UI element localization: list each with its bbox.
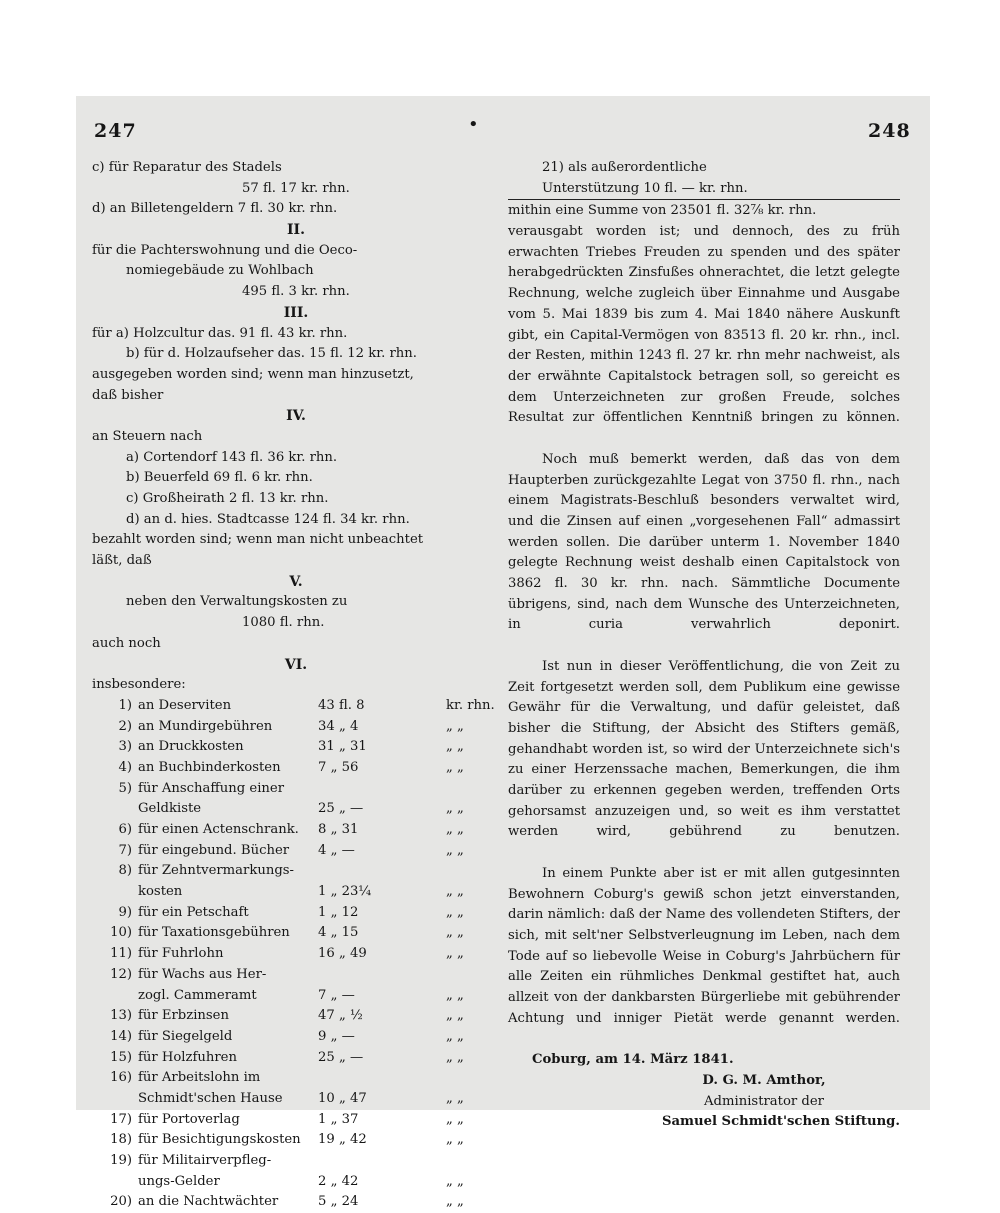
paragraph-2: Noch muß bemerkt werden, daß das von dem Haupterben zurückgezahlte Legat von 3750 fl. rhn., nach einem Magistrats-Beschluß besonders verwaltet wird, und die Zinsen auf einen „vorgesehenen Fall“ admassirt werden sollen. Die darüber unterm 1. November 1840 gelegte Rechnung weist deshalb einen Capitalstock von 3862 fl. 30 kr. rhn. nach. Sämmtliche Documente übrigens, sind, nach dem Wunsche des Unterzeichneten, in curia verwahrlich deponirt. <box>508 451 900 633</box>
entry-number: 14) <box>110 1028 132 1044</box>
entry-amount: 1 „ 23¼ <box>318 884 372 900</box>
text-line: 495 fl. 3 kr. rhn. <box>242 284 350 300</box>
entry-unit: „ „ <box>446 904 464 920</box>
paragraph-3: Ist nun in dieser Veröffentlichung, die von Zeit zu Zeit fortgesetzt werden soll, dem Publikum eine gewisse Gewähr für die Verwaltung, und dafür geleistet, daß bisher die Stiftung, der Absicht des Stifters gemäß, gehandhabt worden ist, so wird der Unterzeichnete sich's zu einer Herzenssache machen, Bemerkungen, die ihm darüber zu erkennen gegeben werden, treffenden Orts gehorsamst anzuzeigen und, so weit es ihm verstattet werden wird, gebührend zu benutzen. <box>508 658 900 840</box>
expense-row <box>92 758 500 779</box>
expense-row <box>92 841 500 862</box>
entry-amount: 2 „ 42 <box>318 1173 359 1189</box>
text-line: Unterstützung 10 fl. — kr. rhn. <box>542 180 748 196</box>
expense-row <box>92 861 500 882</box>
entry-description: Schmidt'schen Hause <box>138 1090 283 1106</box>
expense-row <box>92 1027 500 1048</box>
entry-description: für Erbzinsen <box>138 1008 229 1024</box>
entry-description: für Portoverlag <box>138 1111 240 1127</box>
entry-amount: 4 „ — <box>318 842 355 858</box>
entry-number: 5) <box>118 780 132 796</box>
text-line: insbesondere: <box>92 677 186 693</box>
entry-description: Geldkiste <box>138 801 202 817</box>
entry-amount: 31 „ 31 <box>318 739 367 755</box>
expense-row <box>92 1006 500 1027</box>
page-number-left: 247 <box>94 120 137 142</box>
entry-unit: „ „ <box>446 1049 464 1065</box>
text-line: 21) als außerordentliche <box>542 160 707 175</box>
entry-unit: „ „ <box>446 946 464 962</box>
entry-number: 1) <box>118 697 132 713</box>
text-line: a) Cortendorf 143 fl. 36 kr. rhn. <box>126 449 338 465</box>
expense-row <box>92 965 500 986</box>
entry-unit: „ „ <box>446 718 464 734</box>
expense-row <box>92 944 500 965</box>
entry-description: zogl. Cammeramt <box>138 987 257 1003</box>
center-mark: • <box>468 114 479 135</box>
entry-unit: „ „ <box>446 822 464 837</box>
entry-description: an Mundirgebühren <box>138 718 273 734</box>
entry-description: für Zehntvermarkungs- <box>138 863 294 879</box>
entry-amount: 10 „ 47 <box>318 1090 367 1106</box>
entry-number: 6) <box>118 822 132 837</box>
text-line: d) an d. hies. Stadtcasse 124 fl. 34 kr. rhn. <box>126 511 410 527</box>
entry-description: für Siegelgeld <box>138 1028 233 1044</box>
entry-amount: 1 „ 12 <box>318 904 359 920</box>
entry-description: für Fuhrlohn <box>138 946 224 962</box>
entry-unit: „ „ <box>446 1111 464 1127</box>
entry-number: 3) <box>118 739 132 755</box>
entry-number: 19) <box>110 1153 132 1168</box>
text-line: c) für Reparatur des Stadels <box>92 160 282 175</box>
entry-description: an Buchbinderkosten <box>138 759 281 775</box>
entry-description: kosten <box>138 884 183 900</box>
text-line: 57 fl. 17 kr. rhn. <box>242 180 350 196</box>
entry-unit: „ „ <box>446 842 464 858</box>
text-line: d) an Billetengeldern 7 fl. 30 kr. rhn. <box>92 201 338 217</box>
expense-row <box>92 1068 500 1089</box>
entry-unit: kr. rhn. <box>446 697 495 713</box>
section-heading: VI. <box>284 656 308 673</box>
text-line: neben den Verwaltungskosten zu <box>126 594 348 610</box>
expense-row <box>92 923 500 944</box>
expense-row <box>92 1089 500 1110</box>
signature-title: Administrator der <box>704 1093 824 1109</box>
expense-row <box>92 882 500 903</box>
right-column <box>508 158 900 1133</box>
entry-description: für Holzfuhren <box>138 1049 237 1065</box>
text-line: auch noch <box>92 635 161 651</box>
section-heading: III. <box>283 304 309 321</box>
expense-row <box>92 696 500 717</box>
entry-amount: 5 „ 24 <box>318 1194 359 1210</box>
entry-number: 18) <box>110 1132 132 1148</box>
entry-amount: 4 „ 15 <box>318 925 359 941</box>
entry-unit: „ „ <box>446 801 464 817</box>
expense-row <box>92 737 500 758</box>
entry-unit: „ „ <box>446 1194 464 1210</box>
paragraph-4: In einem Punkte aber ist er mit allen gutgesinnten Bewohnern Coburg's gewiß schon jetzt einverstanden, darin nämlich: daß der Name des vollendeten Stifters, der sich, mit selt'ner Selbstverleugnung im Leben, nach dem Tode auf so liebevolle Weise in Coburg's Jahrbüchern für alle Zeiten ein rühmliches Denkmal gestiftet hat, auch allzeit von der dankbarsten Bürgerliebe mit gebührender Achtung und inniger Pietät werde genannt werden. <box>508 865 900 1026</box>
entry-description: für Wachs aus Her- <box>138 966 267 982</box>
entry-amount: 8 „ 31 <box>318 822 359 837</box>
entry-number: 17) <box>110 1111 132 1127</box>
expense-row <box>92 1110 500 1131</box>
entry-description: für Besichtigungskosten <box>138 1132 301 1148</box>
expense-row <box>92 799 500 820</box>
entry-unit: „ „ <box>446 759 464 775</box>
entry-amount: 7 „ 56 <box>318 759 359 775</box>
text-line: 1080 fl. rhn. <box>242 615 325 631</box>
entry-description: an die Nachtwächter <box>138 1194 279 1210</box>
entry-number: 13) <box>110 1008 132 1024</box>
expense-row <box>92 986 500 1007</box>
entry-description: für ein Petschaft <box>138 904 249 920</box>
expense-list <box>92 696 500 1213</box>
date-line: Coburg, am 14. März 1841. <box>532 1052 734 1068</box>
expense-row <box>92 717 500 738</box>
entry-number: 4) <box>118 759 132 775</box>
entry-amount: 9 „ — <box>318 1028 355 1044</box>
expense-row <box>92 1048 500 1069</box>
expense-row <box>92 820 500 841</box>
left-text-block <box>92 158 500 696</box>
entry-description: für einen Actenschrank. <box>138 822 299 837</box>
entry-description: an Deserviten <box>138 697 232 713</box>
text-line: c) Großheirath 2 fl. 13 kr. rhn. <box>126 491 329 506</box>
entry-number: 2) <box>118 718 132 734</box>
expense-row <box>92 1172 500 1193</box>
text-line: an Steuern nach <box>92 428 203 444</box>
entry-amount: 47 „ ½ <box>318 1008 363 1024</box>
entry-unit: „ „ <box>446 987 464 1003</box>
text-line: b) für d. Holzaufseher das. 15 fl. 12 kr. rhn. <box>126 346 417 362</box>
entry-description: für Arbeitslohn im <box>138 1070 261 1086</box>
entry-description: für Militairverpfleg- <box>138 1153 272 1168</box>
entry-unit: „ „ <box>446 884 464 900</box>
expense-row <box>92 1151 500 1172</box>
text-line: nomiegebäude zu Wohlbach <box>126 263 314 279</box>
entry-unit: „ „ <box>446 1173 464 1189</box>
entry-description: an Druckkosten <box>138 739 244 755</box>
entry-number: 10) <box>110 925 132 941</box>
section-heading: II. <box>287 222 305 239</box>
paragraph-1: verausgabt worden ist; und dennoch, des zu früh erwachten Triebes Freuden zu spenden und des später herabgedrückten Zinsfußes ohnerachtet, die letzt gelegte Rechnung, welche zugleich über Einnahme und Ausgabe vom 5. Mai 1839 bis zum 4. Mai 1840 nähere Auskunft gibt, ein Capital-Vermögen von 83513 fl. 20 kr. rhn., incl. der Resten, mithin 1243 fl. 27 kr. rhn mehr nachweist, als der erwähnte Capitalstock betragen soll, so gereicht es dem Unterzeichneten zur großen Freude, solches Resultat zur öffentlichen Kenntniß bringen zu können. <box>508 224 900 426</box>
entry-number: 20) <box>110 1194 132 1210</box>
entry-amount: 43 fl. 8 <box>318 697 365 713</box>
expense-row <box>92 1130 500 1151</box>
entry-amount: 16 „ 49 <box>318 946 367 962</box>
entry-amount: 1 „ 37 <box>318 1111 359 1127</box>
text-line: läßt, daß <box>92 553 152 569</box>
sum-rule <box>508 199 900 200</box>
text-line: für die Pachterswohnung und die Oeco- <box>92 242 358 258</box>
entry-unit: „ „ <box>446 739 464 755</box>
entry-number: 11) <box>110 946 132 962</box>
entry-number: 8) <box>118 863 132 879</box>
section-heading: IV. <box>286 408 306 425</box>
expense-row <box>92 779 500 800</box>
entry-description: für Taxationsgebühren <box>138 925 290 941</box>
entry-description: für eingebund. Bücher <box>138 842 290 858</box>
entry-number: 7) <box>118 842 132 858</box>
entry-unit: „ „ <box>446 1090 464 1106</box>
text-line: ausgegeben worden sind; wenn man hinzusetzt, <box>92 366 414 382</box>
entry-number: 12) <box>110 966 132 982</box>
text-line: b) Beuerfeld 69 fl. 6 kr. rhn. <box>126 470 313 486</box>
entry-amount: 34 „ 4 <box>318 718 359 734</box>
page-number-right: 248 <box>868 120 911 142</box>
left-column <box>92 158 500 1213</box>
text-line: bezahlt worden sind; wenn man nicht unbeachtet <box>92 532 424 548</box>
section-heading: V. <box>289 573 303 590</box>
entry-unit: „ „ <box>446 1008 464 1024</box>
expense-row <box>92 903 500 924</box>
entry-number: 9) <box>118 904 132 920</box>
entry-description: für Anschaffung einer <box>138 780 285 796</box>
entry-number: 15) <box>110 1049 132 1065</box>
entry-amount: 25 „ — <box>318 1049 364 1065</box>
entry-unit: „ „ <box>446 1028 464 1044</box>
entry-amount: 7 „ — <box>318 987 355 1003</box>
entry-unit: „ „ <box>446 1132 464 1148</box>
entry-amount: 25 „ — <box>318 801 364 817</box>
signature-name: D. G. M. Amthor, <box>702 1072 826 1088</box>
text-line: für a) Holzcultur das. 91 fl. 43 kr. rhn. <box>92 325 348 341</box>
right-top-entries <box>508 158 900 199</box>
signature-foundation: Samuel Schmidt'schen Stiftung. <box>661 1114 900 1130</box>
expense-row <box>92 1192 500 1213</box>
entry-unit: „ „ <box>446 925 464 941</box>
entry-amount: 19 „ 42 <box>318 1132 367 1148</box>
entry-number: 16) <box>110 1070 132 1086</box>
entry-description: ungs-Gelder <box>138 1173 220 1189</box>
sum-line: mithin eine Summe von 23501 fl. 32⅞ kr. rhn. <box>508 203 817 219</box>
text-line: daß bisher <box>92 387 164 403</box>
